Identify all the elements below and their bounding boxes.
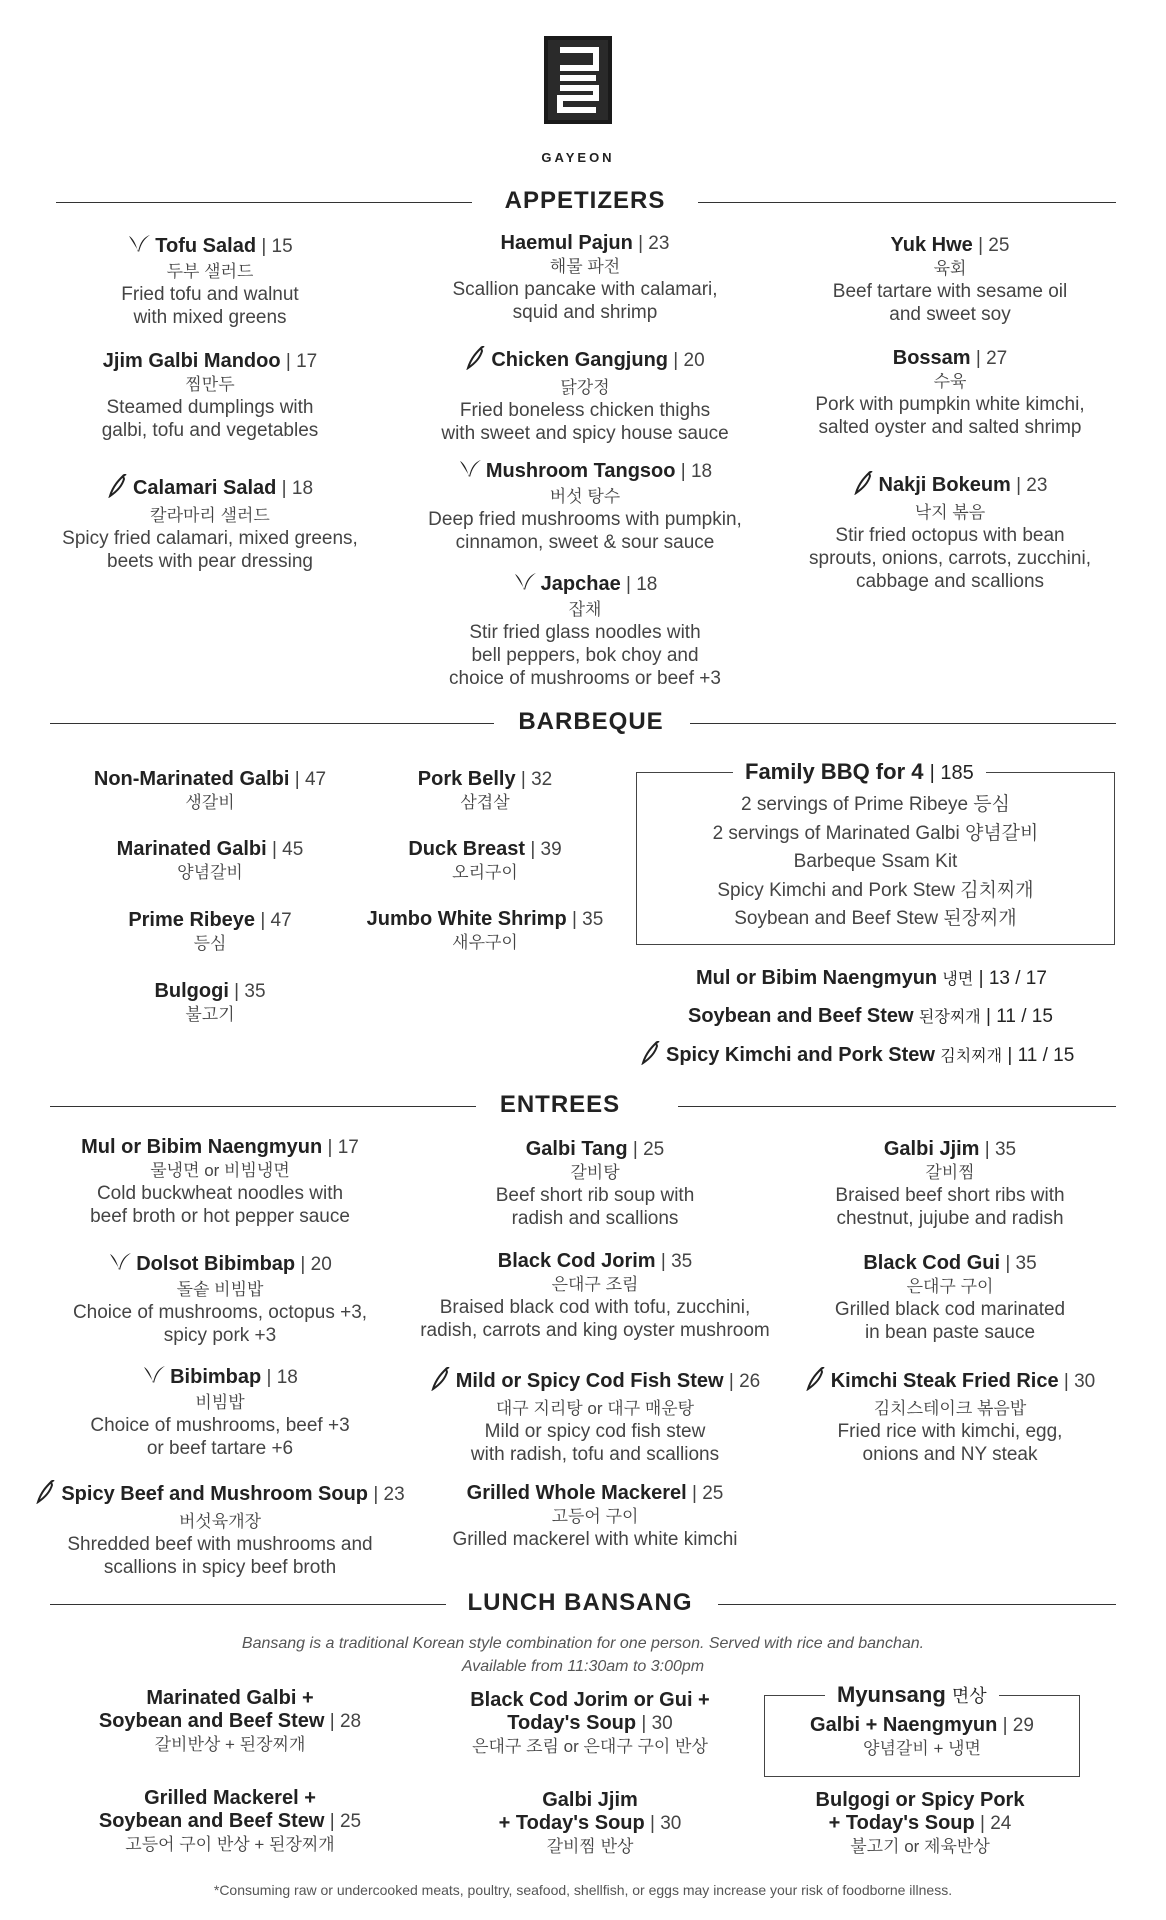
spicy-pepper-icon <box>805 1367 827 1397</box>
menu-item: Bibimbap | 18 비빔밥 Choice of mushrooms, beef +3 or beef tartare +6 <box>90 1366 350 1459</box>
spicy-pepper-icon <box>107 474 129 504</box>
family-bbq-box <box>636 759 1115 945</box>
lunch-item: Grilled Mackerel + Soybean and Beef Stew | 25 고등어 구이 반상 + 된장찌개 <box>98 1787 362 1854</box>
menu-item: Spicy Beef and Mushroom Soup | 23 버섯육개장 Shredded beef with mushrooms and scallions in spicy beef broth <box>20 1480 420 1579</box>
barbeque-header <box>50 708 1116 738</box>
menu-item: Yuk Hwe | 25 육회 Beef tartare with sesame oil and sweet soy <box>832 234 1068 325</box>
menu-item: Duck Breast | 39 오리구이 <box>408 838 562 882</box>
spicy-pepper-icon <box>853 471 875 501</box>
bbq-side-item: Spicy Kimchi and Pork Stew 김치찌개 | 11 / 15 <box>640 1041 1074 1071</box>
menu-item: Nakji Bokeum | 23 낙지 볶음 Stir fried octopus with bean sprouts, onions, carrots, zucchini, cabbage and scallions <box>780 471 1120 593</box>
vegetarian-leaf-icon <box>127 234 151 260</box>
lunch-title: LUNCH BANSANG <box>467 1589 693 1616</box>
bbq-side-item: Soybean and Beef Stew 된장찌개 | 11 / 15 <box>688 1005 1053 1027</box>
family-bbq-line: 2 servings of Prime Ribeye 등심 <box>740 794 1011 815</box>
spicy-pepper-icon <box>35 1480 57 1510</box>
family-bbq-title: Family BBQ for 4 | 185 <box>733 759 986 785</box>
myunsang-box: Myunsang 면상 Galbi + Naengmyun | 29 양념갈비 + 냉면 <box>764 1695 1080 1777</box>
menu-item: Tofu Salad | 15 두부 샐러드 Fried tofu and walnut with mixed greens <box>121 235 299 328</box>
menu-item: Pork Belly | 32 삼겹살 <box>417 768 553 812</box>
bbq-side-item: Mul or Bibim Naengmyun 냉면 | 13 / 17 <box>696 967 1047 989</box>
menu-item: Chicken Gangjung | 20 닭강정 Fried boneless chicken thighs with sweet and spicy house sauce <box>410 346 760 445</box>
lunch-item: Black Cod Jorim or Gui + Today's Soup | 30 은대구 조림 or 은대구 구이 반상 <box>470 1689 710 1756</box>
spicy-pepper-icon <box>465 346 487 376</box>
lunch-header <box>50 1589 1116 1619</box>
appetizers-title: APPETIZERS <box>504 187 666 214</box>
entrees-title: ENTREES <box>499 1091 621 1118</box>
family-bbq-line: 2 servings of Marinated Galbi 양념갈비 <box>712 822 1039 844</box>
family-bbq-line: Spicy Kimchi and Pork Stew 김치찌개 <box>717 879 1034 901</box>
menu-item: Mushroom Tangsoo | 18 버섯 탕수 Deep fried mushrooms with pumpkin, cinnamon, sweet & sour sauce <box>428 460 742 553</box>
menu-item: Dolsot Bibimbap | 20 돌솥 비빔밥 Choice of mushrooms, octopus +3, spicy pork +3 <box>72 1253 368 1346</box>
vegetarian-leaf-icon <box>142 1365 166 1391</box>
lunch-item: Marinated Galbi + Soybean and Beef Stew | 28 갈비반상 + 된장찌개 <box>98 1687 362 1754</box>
menu-item: Japchae | 18 잡채 Stir fried glass noodles with bell peppers, bok choy and choice of mushrooms or beef +3 <box>449 573 721 689</box>
entrees-header <box>50 1091 1116 1121</box>
menu-item: Kimchi Steak Fried Rice | 30 김치스테이크 볶음밥 Fried rice with kimchi, egg, onions and NY steak <box>780 1367 1120 1466</box>
family-bbq-line: Barbeque Ssam Kit <box>793 851 958 872</box>
menu-item: Jjim Galbi Mandoo | 17 찜만두 Steamed dumplings with galbi, tofu and vegetables <box>101 350 319 441</box>
menu-item: Galbi Tang | 25 갈비탕 Beef short rib soup with radish and scallions <box>495 1138 695 1229</box>
spicy-pepper-icon <box>430 1367 452 1397</box>
menu-item: Prime Ribeye | 47 등심 <box>128 909 292 953</box>
appetizers-header <box>50 187 1116 217</box>
menu-item: Bossam | 27 수육 Pork with pumpkin white kimchi, salted oyster and salted shrimp <box>815 347 1085 438</box>
logo <box>540 34 616 142</box>
menu-item: Marinated Galbi | 45 양념갈비 <box>116 838 304 882</box>
menu-item: Haemul Pajun | 23 해물 파전 Scallion pancake with calamari, squid and shrimp <box>452 232 718 323</box>
vegetarian-leaf-icon <box>513 572 537 598</box>
menu-item: Calamari Salad | 18 칼라마리 샐러드 Spicy fried calamari, mixed greens, beets with pear dressing <box>40 474 380 573</box>
footnote: *Consuming raw or undercooked meats, poultry, seafood, shellfish, or eggs may increase your risk of foodborne illness. <box>213 1882 953 1898</box>
spicy-pepper-icon <box>640 1041 662 1071</box>
vegetarian-leaf-icon <box>458 459 482 485</box>
lunch-note: Bansang is a traditional Korean style combination for one person. Served with rice and banchan. Available from 11:30am to 3:00pm <box>241 1635 925 1675</box>
menu-item: Galbi Jjim | 35 갈비찜 Braised beef short ribs with chestnut, jujube and radish <box>835 1138 1065 1229</box>
logo-wordmark: GAYEON <box>541 150 615 165</box>
menu-item: Mild or Spicy Cod Fish Stew | 26 대구 지리탕 or 대구 매운탕 Mild or spicy cod fish stew with radish, tofu and scallions <box>400 1367 790 1466</box>
menu-item: Bulgogi | 35 불고기 <box>154 980 266 1024</box>
lunch-item: Galbi Jjim + Today's Soup | 30 갈비찜 반상 <box>498 1789 682 1856</box>
menu-item: Non-Marinated Galbi | 47 생갈비 <box>93 768 327 812</box>
vegetarian-leaf-icon <box>108 1252 132 1278</box>
barbeque-title: BARBEQUE <box>518 708 664 735</box>
logo-mark-icon <box>540 34 616 142</box>
family-bbq-line: Soybean and Beef Stew 된장찌개 <box>734 908 1017 929</box>
menu-item: Grilled Whole Mackerel | 25 고등어 구이 Grilled mackerel with white kimchi <box>452 1482 738 1550</box>
menu-item: Black Cod Gui | 35 은대구 구이 Grilled black cod marinated in bean paste sauce <box>834 1252 1066 1343</box>
menu-item: Black Cod Jorim | 35 은대구 조림 Braised black cod with tofu, zucchini, radish, carrots and king oyster mushroom <box>420 1250 770 1341</box>
menu-item: Mul or Bibim Naengmyun | 17 물냉면 or 비빔냉면 Cold buckwheat noodles with beef broth or hot pepper sauce <box>81 1136 359 1227</box>
myunsang-title: Myunsang 면상 <box>825 1682 999 1708</box>
menu-item: Jumbo White Shrimp | 35 새우구이 <box>366 908 604 952</box>
lunch-item: Bulgogi or Spicy Pork + Today's Soup | 24 불고기 or 제육반상 <box>815 1789 1025 1856</box>
